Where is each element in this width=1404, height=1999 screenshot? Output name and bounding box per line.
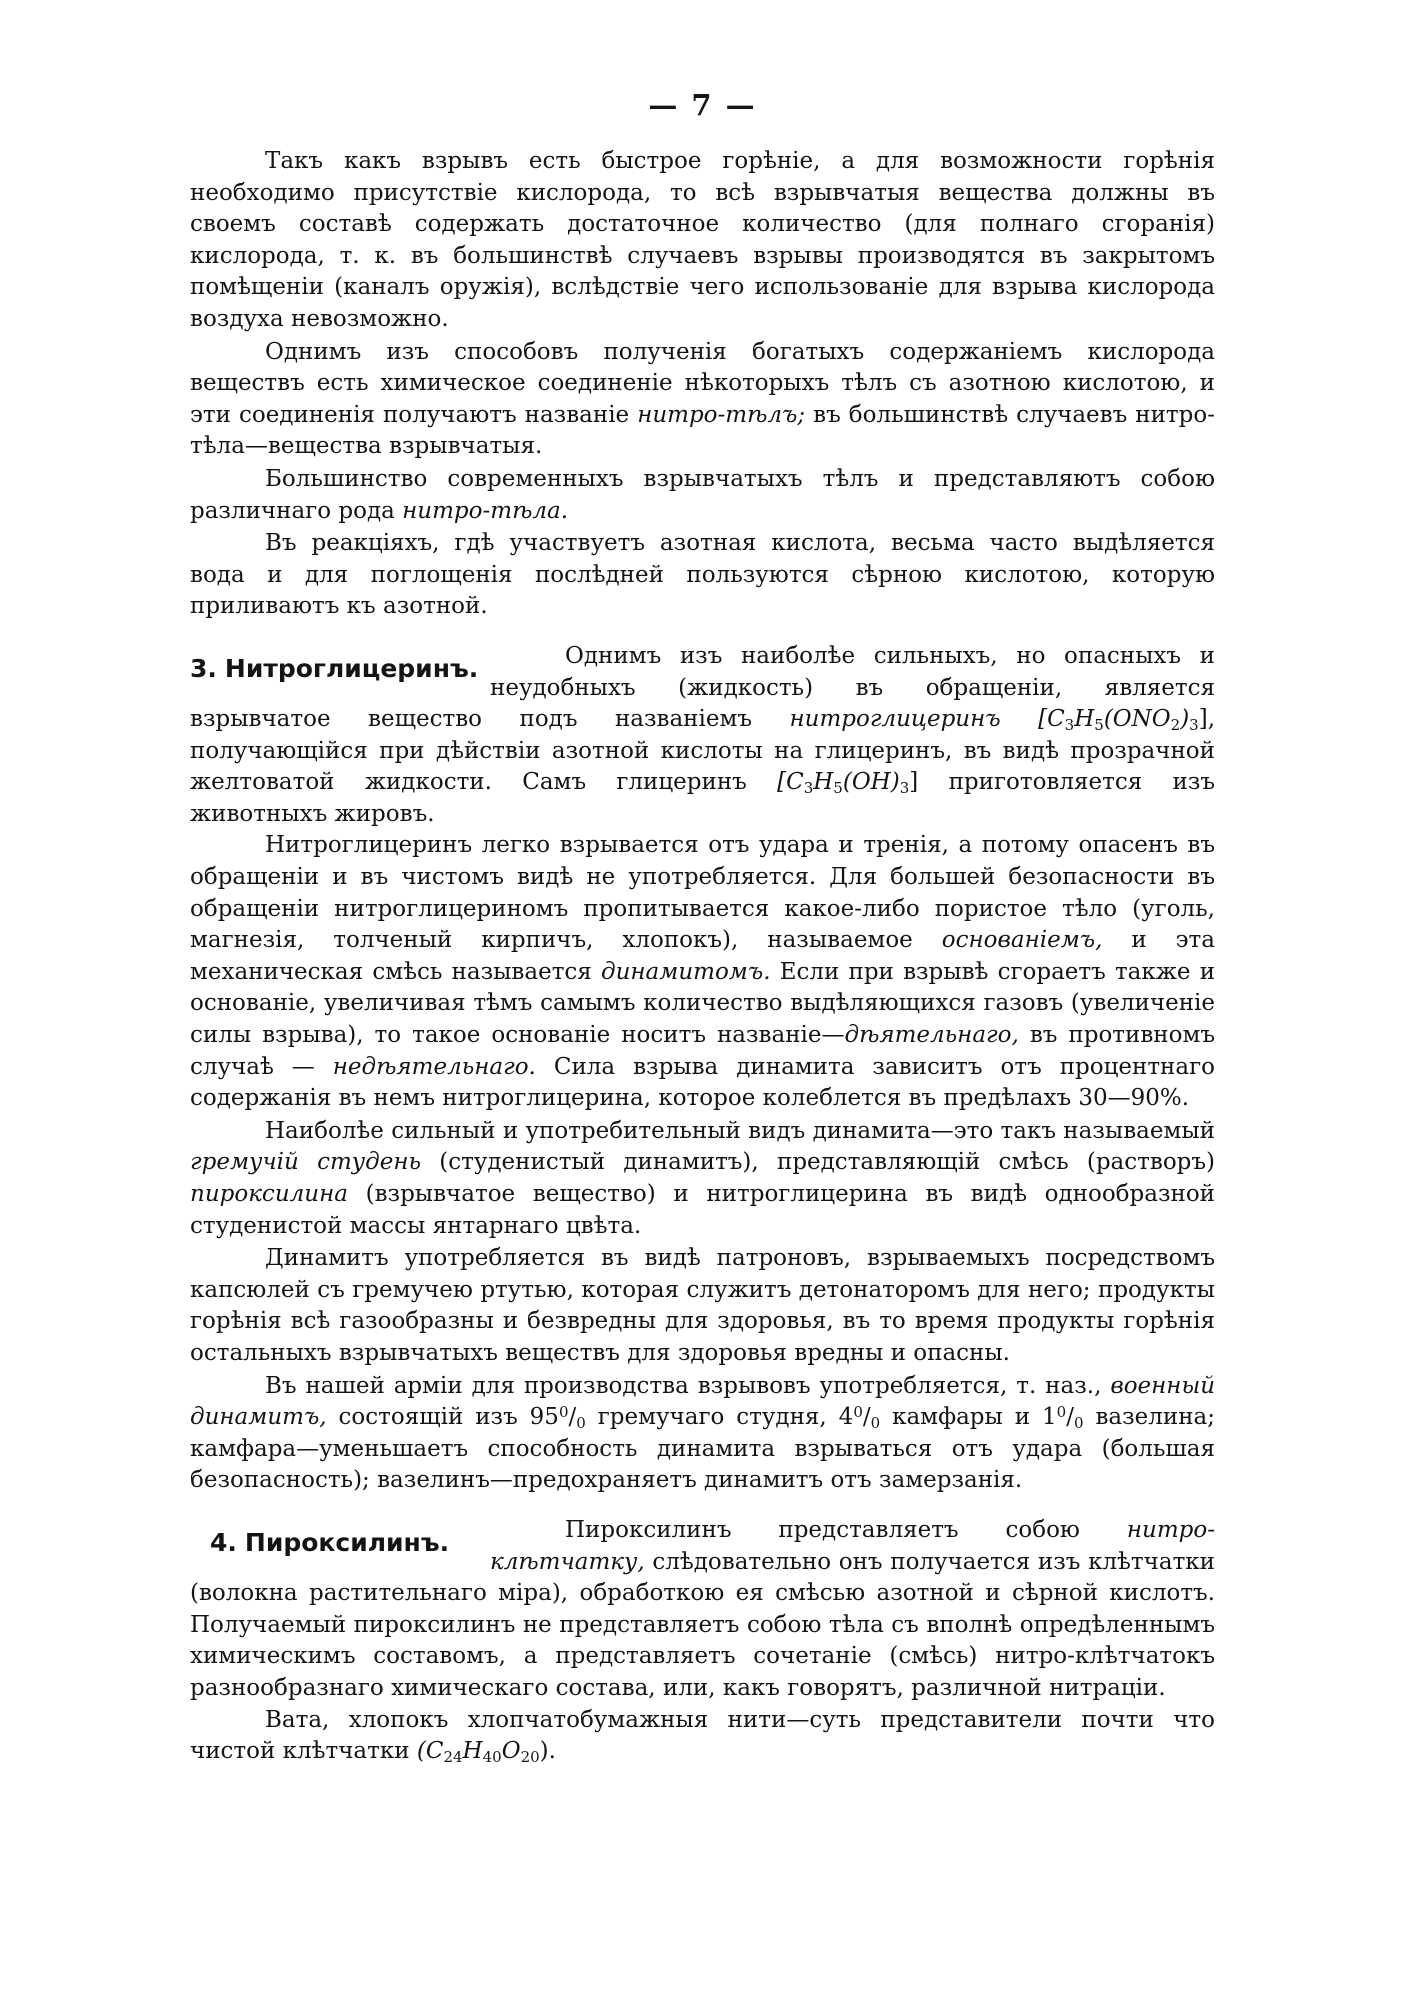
formula-part: ] bbox=[909, 769, 919, 796]
section-nitroglycerin bbox=[190, 641, 1215, 1497]
paragraph-text: Если при взрывѣ сгораетъ также и основаніе, увеличивая тѣмъ самымъ количество выдѣляющихся газовъ (увеличеніе силы взрыва), то такое основаніе носитъ названіе— bbox=[190, 958, 1216, 1049]
paragraph-text: гремучаго студня, 4 bbox=[597, 1404, 854, 1431]
paragraph-text: вазелина; камфара—уменьшаетъ способность динамита взрываться отъ удара (большая безопасность); вазелинъ—предохраняетъ динамитъ отъ замерзанія. bbox=[190, 1404, 1215, 1494]
formula-sub: 2 bbox=[1170, 716, 1181, 735]
formula-cellulose bbox=[416, 1738, 556, 1767]
paragraph-nitric-reactions bbox=[190, 528, 1215, 623]
formula-part: ) bbox=[1180, 706, 1190, 733]
formula-sub: 3 bbox=[1189, 716, 1199, 735]
formula-part: O bbox=[501, 1738, 521, 1765]
paragraph-text: Пироксилинъ представляетъ собою bbox=[565, 1516, 1080, 1543]
paragraph-text: (студенистый динамитъ), представляющій смѣсь (растворъ) bbox=[439, 1149, 1215, 1176]
paragraph-nitro-bodies bbox=[190, 337, 1215, 463]
formula-sub: 3 bbox=[803, 779, 814, 798]
section-number: 4. bbox=[210, 1527, 237, 1557]
section-pyroxylin bbox=[190, 1515, 1215, 1768]
paragraph-text: въ большинствѣ случаевъ нитро-тѣла—вещества взрывчатыя. bbox=[190, 401, 1215, 460]
paragraph-text: Въ нашей арміи для производства взрывовъ употребляется, т. наз., bbox=[265, 1372, 1102, 1399]
paragraph-text: получающійся при дѣйствіи азотной кислоты на глицеринъ, въ видѣ прозрачной желтоватой жидкости. Самъ глицеринъ bbox=[190, 737, 1215, 796]
formula-sub: 3 bbox=[899, 779, 910, 798]
term-pyroxylin: пироксилина bbox=[190, 1181, 348, 1207]
formula-part: (C bbox=[416, 1738, 444, 1765]
term-military-dynamite: военный динамитъ, bbox=[190, 1372, 1216, 1431]
paragraph-text: Большинство современныхъ взрывчатыхъ тѣлъ и представляютъ собою различнаго рода bbox=[190, 465, 1215, 524]
term-base: основаніемъ, bbox=[941, 927, 1103, 954]
percent-sup: 0 bbox=[853, 1403, 863, 1422]
formula-part: H bbox=[813, 769, 834, 796]
paragraph-text: (взрывчатое вещество) и нитроглицерина въ видѣ однообразной студенистой массы янтарнаго цвѣта. bbox=[190, 1181, 1215, 1239]
term-active: дѣятельнаго, bbox=[844, 1022, 1019, 1049]
formula-sub: 5 bbox=[833, 779, 843, 798]
section-title: Нитроглицеринъ. bbox=[224, 653, 479, 683]
formula-part: ], bbox=[1198, 706, 1216, 733]
term-blasting-gelatin: гремучій студень bbox=[190, 1149, 422, 1176]
paragraph-modern-explosives bbox=[190, 464, 1215, 527]
formula-part: (ONO bbox=[1103, 706, 1171, 733]
paragraph-dynamite bbox=[190, 830, 1215, 1114]
formula-nitroglycerin bbox=[1038, 706, 1216, 735]
formula-part: (OH) bbox=[842, 769, 900, 796]
paragraph-text: въ противномъ случаѣ — bbox=[190, 1022, 1215, 1080]
term-nitrocellulose: нитро-клѣтчатку, bbox=[490, 1516, 1215, 1575]
formula-sub: 24 bbox=[443, 1748, 463, 1767]
formula-part: [C bbox=[777, 769, 804, 796]
page-number: — 7 — bbox=[648, 88, 757, 122]
term-nitro-bodies: нитро-тѣлъ; bbox=[637, 401, 806, 428]
term-nitro-bodies-2: нитро-тѣла. bbox=[402, 497, 569, 524]
paragraph-military-dynamite: Въ нашей арміи для производства взрывовъ употребляется, т. наз., военный динамитъ, состоящій изъ $95^0/_0$ гремучаго студня, $4^0/_0$ камфары и $1^0/_0$ вазелина; камфара—уменьшаетъ способность динамита взрываться отъ удара (большая безопасность); вазелинъ—предохраняетъ динамитъ отъ замерзанія. bbox=[190, 1372, 1216, 1494]
paragraph-text: Динамитъ употребляется въ видѣ патроновъ, взрываемыхъ посредствомъ капсюлей съ гремучею ртутью, которая служитъ детонаторомъ для него; продукты горѣнія всѣ газообразны и безвредны для здоровья, въ то время продукты горѣнія остальныхъ взрывчатыхъ веществъ для здоровья вредны и опасны. bbox=[190, 1245, 1215, 1366]
paragraph-text: Однимъ изъ наиболѣе сильныхъ, но опасныхъ и неудобныхъ (жидкость) въ обращеніи, является взрывчатое вещество подъ названіемъ bbox=[190, 642, 1215, 733]
paragraph-text: слѣдовательно онъ получается изъ клѣтчатки (волокна растительнаго міра), обработкою ея смѣсью азотной и сѣрной кислотъ. Получаемый пироксилинъ не представляетъ собою тѣла съ вполнѣ опредѣленнымъ химическимъ составомъ, а представляетъ сочетаніе (смѣсь) нитро-клѣтчатокъ разнообразнаго химическаго состава, или, какъ говорятъ, различной нитраціи. bbox=[190, 1548, 1215, 1701]
formula-part: H bbox=[462, 1738, 483, 1765]
formula-sub: 20 bbox=[520, 1748, 540, 1767]
formula-part: [C bbox=[1038, 706, 1065, 733]
formula-sub: 5 bbox=[1094, 716, 1104, 735]
formula-part: H bbox=[1074, 706, 1095, 733]
paragraph-dynamite-cartridges bbox=[190, 1243, 1215, 1369]
paragraph-text: приготовляется изъ животныхъ жировъ. bbox=[190, 769, 1216, 827]
paragraph-text: Наиболѣе сильный и употребительный видъ динамита—это такъ называемый bbox=[265, 1117, 1215, 1144]
percent-sub: 0 bbox=[576, 1414, 586, 1433]
paragraph-cellulose bbox=[190, 1705, 1215, 1768]
term-nitroglycerin: нитроглицеринъ bbox=[789, 706, 1001, 733]
formula-glycerin bbox=[777, 769, 919, 798]
paragraph-text: камфары и 1 bbox=[892, 1404, 1057, 1431]
paragraph-text: Сила взрыва динамита зависитъ отъ процентнаго содержанія въ немъ нитроглицерина, которое колеблется въ предѣлахъ 30—90%. bbox=[190, 1053, 1215, 1112]
formula-sub: 3 bbox=[1064, 716, 1075, 735]
paragraph-text: и эта механическая смѣсь называется bbox=[190, 927, 1215, 985]
section-number: 3. bbox=[190, 653, 217, 683]
paragraph-blasting-gelatin bbox=[190, 1116, 1215, 1242]
paragraph-text: состоящій изъ 95 bbox=[338, 1404, 559, 1431]
formula-sub: 40 bbox=[482, 1748, 502, 1767]
term-dynamite: динамитомъ. bbox=[601, 958, 771, 985]
paragraph-explosion-oxygen bbox=[190, 146, 1215, 336]
section-heading-nitroglycerin bbox=[190, 641, 490, 685]
paragraph-text: Такъ какъ взрывъ есть быстрое горѣніе, а для возможности горѣнія необходимо присутствіе кислорода, то всѣ взрывчатыя вещества должны въ своемъ составѣ содержать достаточное количество (для полнаго сгоранія) кислорода, т. к. въ большинствѣ случаевъ взрывы производятся въ закрытомъ помѣщеніи (каналъ оружія), вслѣдствіе чего использованіе для взрыва кислорода воздуха невозможно. bbox=[190, 148, 1215, 332]
section-title: Пироксилинъ. bbox=[244, 1527, 450, 1557]
percent-sub: 0 bbox=[870, 1414, 881, 1433]
paragraph-text: Вата, хлопокъ хлопчатобумажныя нити—суть представители почти что чистой клѣтчатки bbox=[190, 1706, 1215, 1765]
paragraph-text: Однимъ изъ способовъ полученія богатыхъ содержаніемъ кислорода веществъ есть химическое соединеніе нѣкоторыхъ тѣлъ съ азотною кислотою, и эти соединенія получаютъ названіе bbox=[190, 338, 1215, 428]
document-page bbox=[190, 88, 1215, 1968]
percent-sup: 0 bbox=[558, 1403, 569, 1422]
term-inactive: недѣятельнаго. bbox=[332, 1053, 536, 1080]
percent-sup: 0 bbox=[1056, 1403, 1067, 1422]
paragraph-text: Нитроглицеринъ легко взрывается отъ удара и тренія, а потому опасенъ въ обращеніи и въ чистомъ видѣ не употребляется. Для большей безопасности въ обращеніи нитроглицериномъ пропитывается какое-либо пористое тѣло (уголь, магнезія, толченый кирпичъ, хлопокъ), называемое bbox=[190, 832, 1215, 954]
formula-part: ). bbox=[539, 1738, 556, 1765]
percent-sub: 0 bbox=[1073, 1414, 1084, 1433]
section-heading-pyroxylin bbox=[190, 1515, 490, 1559]
paragraph-text: Въ реакціяхъ, гдѣ участвуетъ азотная кислота, весьма часто выдѣляется вода и для поглощенія послѣдней пользуются сѣрною кислотою, которую приливаютъ къ азотной. bbox=[190, 530, 1215, 620]
